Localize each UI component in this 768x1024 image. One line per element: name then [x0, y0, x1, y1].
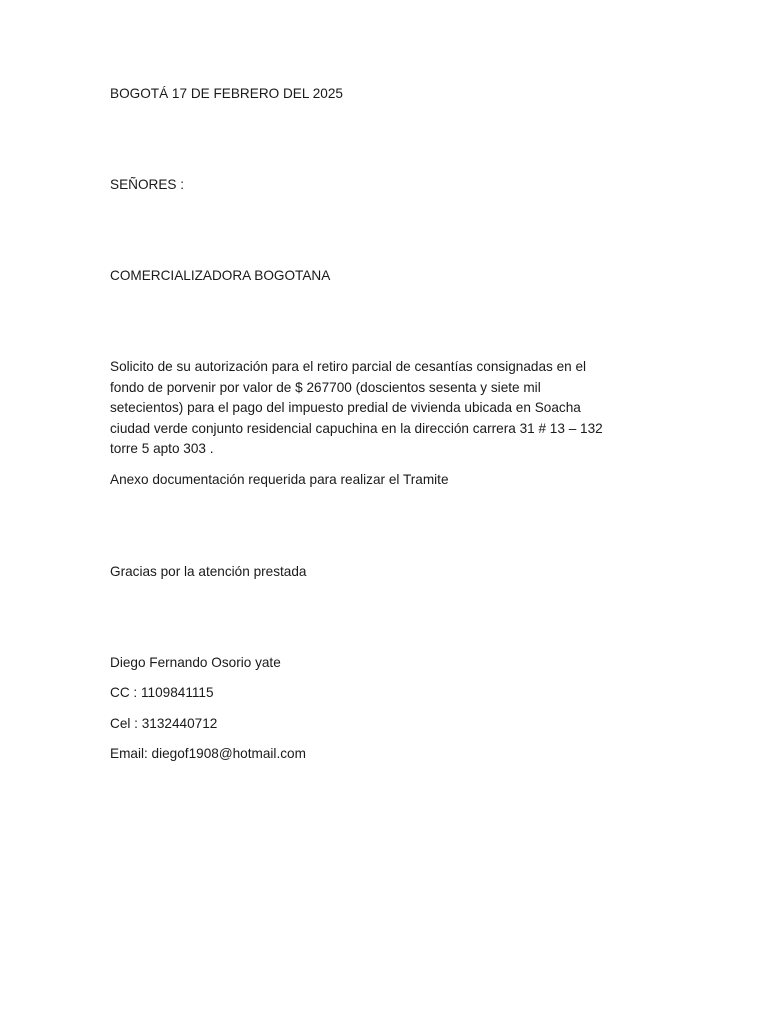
body-line: Solicito de su autorización para el retiro parcial de cesantías consignadas en el: [110, 359, 587, 374]
closing-thanks: Gracias por la atención prestada: [110, 564, 307, 579]
signer-name: Diego Fernando Osorio yate: [110, 655, 281, 670]
body-line: setecientos) para el pago del impuesto predial de vivienda ubicada en Soacha: [110, 400, 581, 415]
signer-email: Email: diegof1908@hotmail.com: [110, 746, 306, 761]
body-line: torre 5 apto 303 .: [110, 441, 214, 456]
annex-note: Anexo documentación requerida para realizar el Tramite: [110, 472, 449, 487]
letter-date: BOGOTÁ 17 DE FEBRERO DEL 2025: [110, 86, 343, 101]
signer-phone: Cel : 3132440712: [110, 716, 218, 731]
signer-id-number: CC : 1109841115: [110, 685, 214, 700]
recipient-company: COMERCIALIZADORA BOGOTANA: [110, 268, 331, 283]
body-line: ciudad verde conjunto residencial capuchina en la dirección carrera 31 # 13 – 132: [110, 420, 603, 436]
body-line: fondo de porvenir por valor de $ 267700 (doscientos sesenta y siete mil: [110, 379, 541, 395]
letter-body-paragraph: [110, 357, 670, 460]
recipient-salutation: SEÑORES :: [110, 177, 185, 192]
